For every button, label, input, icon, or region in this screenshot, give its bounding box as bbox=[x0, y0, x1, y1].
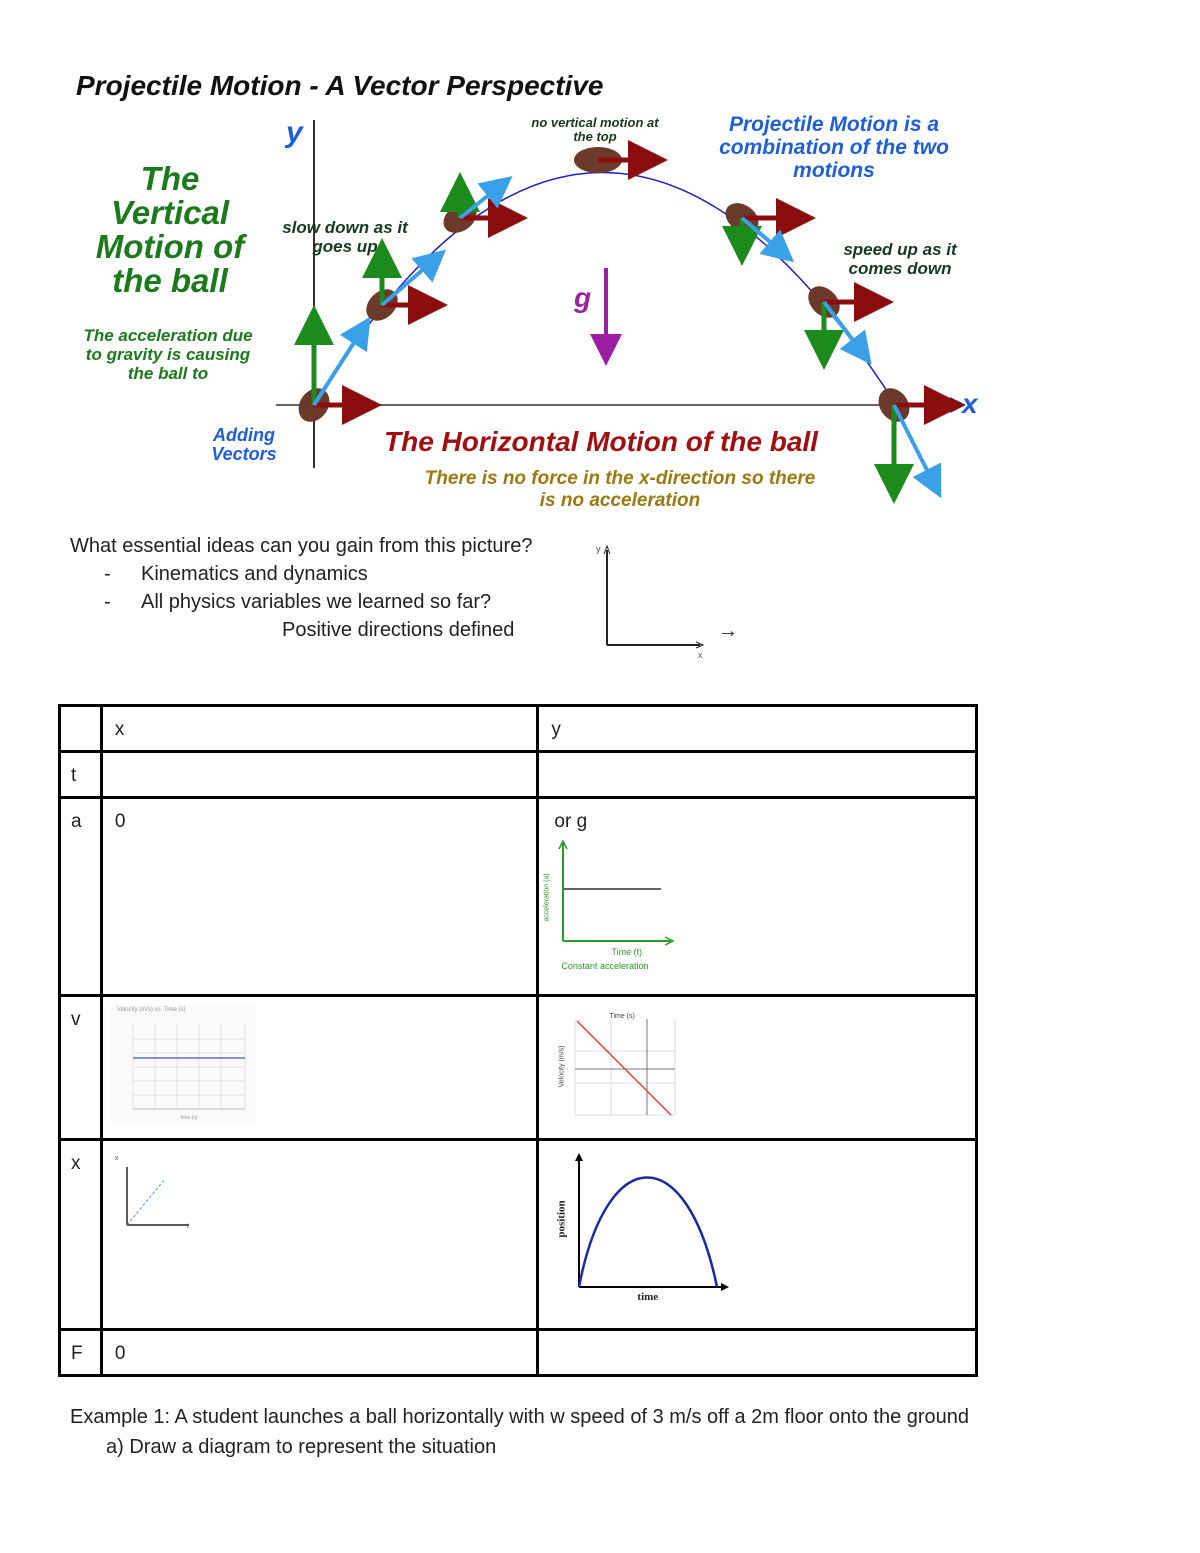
vertical-motion-subtitle: The acceleration due to gravity is causing the ball to bbox=[83, 326, 253, 383]
speed-up-note: speed up as it comes down bbox=[843, 240, 957, 278]
kinematics-table bbox=[58, 704, 978, 1377]
header-corner bbox=[60, 706, 102, 752]
combination-note: Projectile Motion is a combination of the two motions bbox=[719, 113, 949, 182]
row-label: F bbox=[60, 1330, 102, 1376]
slow-down-note: slow down as it goes up bbox=[282, 218, 408, 256]
cell-v-x bbox=[101, 996, 538, 1140]
accel-ylabel: acceleration (a) bbox=[544, 873, 552, 922]
row-label: v bbox=[60, 996, 102, 1140]
position-ylabel: position bbox=[556, 1200, 569, 1238]
table-header-row bbox=[60, 706, 977, 752]
accel-xlabel: Time (t) bbox=[611, 947, 643, 957]
y-axis-label: y bbox=[286, 116, 303, 149]
cell-f-y bbox=[538, 1330, 977, 1376]
positive-directions: Positive directions defined bbox=[282, 619, 515, 641]
vertical-motion-title: The Vertical Motion of the ball bbox=[95, 160, 245, 299]
row-label: a bbox=[60, 798, 102, 996]
vy-title: Time (s) bbox=[609, 1013, 635, 1020]
ball-2 bbox=[360, 258, 434, 327]
example-text: Example 1: A student launches a ball horizontally with w speed of 3 m/s off a 2m floor onto the ground bbox=[70, 1406, 970, 1428]
cell-t-y bbox=[538, 752, 977, 798]
row-label: x bbox=[60, 1140, 102, 1330]
xx-ylabel: x bbox=[114, 1155, 119, 1162]
gravity-label: g bbox=[574, 282, 592, 313]
table-row bbox=[60, 798, 977, 996]
header-y: y bbox=[538, 706, 977, 752]
table-row bbox=[60, 1330, 977, 1376]
ball-top bbox=[574, 147, 648, 173]
table-row bbox=[60, 1140, 977, 1330]
diagram-title: Projectile Motion - A Vector Perspective bbox=[76, 70, 604, 101]
accel-caption: Constant acceleration bbox=[561, 961, 649, 971]
vx-graph bbox=[111, 1005, 256, 1123]
bullet-2: All physics variables we learned so far? bbox=[141, 591, 492, 613]
x-axis-label: x bbox=[962, 388, 978, 419]
ball-4 bbox=[720, 197, 796, 252]
bullet-1: Kinematics and dynamics bbox=[141, 563, 368, 585]
horizontal-motion-title: The Horizontal Motion of the ball bbox=[384, 426, 818, 457]
cell-x-y bbox=[538, 1140, 977, 1330]
mini-x-label: x bbox=[698, 650, 703, 660]
ball-1 bbox=[292, 325, 362, 428]
header-x: x bbox=[101, 706, 538, 752]
no-vertical-note: no vertical motion at the top bbox=[531, 115, 659, 144]
vy-ylabel: Velocity (m/s) bbox=[558, 1045, 566, 1088]
mini-y-label: y bbox=[596, 544, 601, 554]
question-prompt: What essential ideas can you gain from this picture? bbox=[70, 535, 533, 557]
bullet-dash-1: - bbox=[104, 563, 111, 585]
vx-title: Velocity (m/s) vs. Time (s) bbox=[116, 1007, 186, 1013]
positive-arrow: → bbox=[718, 620, 738, 642]
cell-v-y bbox=[538, 996, 977, 1140]
example-part-a: a) Draw a diagram to represent the situation bbox=[106, 1436, 497, 1458]
table-row bbox=[60, 752, 977, 798]
bullet-dash-2: - bbox=[104, 591, 111, 613]
position-graph bbox=[567, 1149, 737, 1299]
cell-a-x: 0 bbox=[101, 798, 538, 996]
vy-graph bbox=[563, 1015, 679, 1125]
xx-xlabel: t bbox=[186, 1223, 189, 1230]
ball-3 bbox=[438, 186, 508, 239]
row-label: t bbox=[60, 752, 102, 798]
cell-x-x bbox=[101, 1140, 538, 1330]
vx-xlabel: time (s) bbox=[180, 1115, 198, 1121]
horizontal-motion-subtitle: There is no force in the x-direction so there is no acceleration bbox=[424, 468, 816, 511]
position-xlabel: time bbox=[637, 1291, 659, 1303]
cell-f-x: 0 bbox=[101, 1330, 538, 1376]
ball-5 bbox=[802, 280, 874, 352]
ball-6 bbox=[872, 382, 944, 484]
xx-graph bbox=[114, 1155, 197, 1235]
positive-axes-sketch bbox=[592, 540, 712, 660]
adding-vectors-note: Adding Vectors bbox=[211, 425, 277, 464]
table-row bbox=[60, 996, 977, 1140]
cell-a-y: or g acceleration (a) Time (t) Constant acceleration bbox=[538, 798, 977, 996]
cell-t-x bbox=[101, 752, 538, 798]
